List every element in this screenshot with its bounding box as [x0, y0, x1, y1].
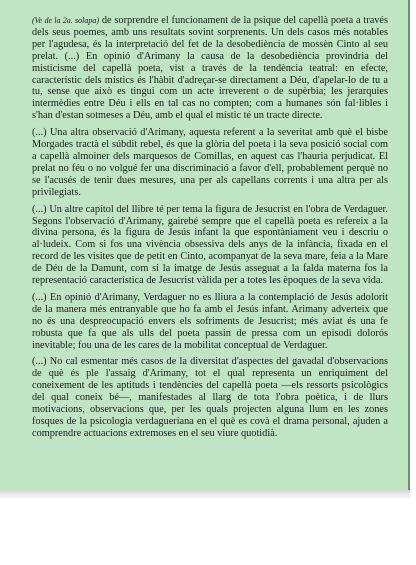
paragraph-5: (...) No cal esmentar més casos de la diversitat d'aspectes del gavadal d'observacions de què és ple l'assaig d'Arimany, tot el qual representa un enriquiment del coneixement de les aptituds i tendències del capellà poeta —els ressorts psicològics del qual coneix bé—, manifestades al llarg de tota l'obra poètica, i de llurs motivacions, observacions que, per les quals projecten alguna llum en les zones fosques de la psicologia verdagueriana en el què es covà el drama personal, ajuden a comprendre actuacions extremoses en el seu viure quotidià.: [32, 356, 388, 439]
paragraph-4: (...) En opinió d'Arimany, Verdaguer no es lliura a la contemplació de Jesús adolorit de la manera més entranyable que ho fa amb el Jesús infant. Arimany adverteix que no és una despreocupació envers els sofriments de Jesucrist; més aviat és una fe robusta que fa que als ulls del poeta passin de pressa com un episodi dolorós inevitable; fou una de les cares de la mobilitat conceptual de Verdaguer.: [32, 291, 388, 351]
paragraph-3: (...) Un altre capítol del llibre té per tema la figura de Jesucrist en l'obra de Verdaguer. Segons l'observació d'Arimany, gairebé sempre que el capellà poeta es refereix a la divina persona, és la figura de Jesús infant la que espontàniament veu i descriu o al·ludeix. Com si fos una vivència obsessiva dels anys de la infància, fixada en el record de les visites que de petit en Cinto, acompanyat de la seva mare, feia a la Mare de Déu de la Damunt, com si la imatge de Jesús asseguat a la falda materna fos la representació característica de Jesucrist vàlida per a totes les èpoques de la seva vida.: [32, 203, 388, 287]
continuation-caption: (Ve de la 2a. solapa): [32, 16, 100, 25]
page-edge-shadow: [0, 490, 410, 500]
paragraph-1-text: de sorprendre el funcionament de la psique del capellà poeta a través dels seus poemes, amb uns resultats sovint sorprenents. Un dels casos més notables per l'agudesa, és la interpretació del fet de la desobediència de mossèn Cinto al seu prelat. (...) En opinió d'Arimany la causa de la desobediència provindria del misticisme del capellà poeta, vist a través de la tendència teatral: en efecte, característic dels místics és l'hàbit d'adreçar-se directament a Déu, d'apelar-lo de tu a tu, sense que això es tingui com un acte irreverent o de supèrbia; les jerarquies intermèdies entre Déu i ells en tal cas no compten; com a humanes són fal·libles i s'han d'estan sotmeses a Déu, amb el qual el místic té un tracte directe.: [32, 15, 388, 122]
flap-text: [32, 15, 388, 445]
paragraph-2: (...) Una altra observació d'Arimany, aquesta referent a la severitat amb què el bisbe Morgades tractà el súbdit rebel, és que la glòria del poeta i la seva posició social com a capellà almoiner dels marquesos de Comillas, en aquest cas l'hauria perjudicat. El prelat no féu o no volgué fer una discriminació a favor d'ell, probablement perquè no se l'acusés de tenir dues mesures, una per als capellans corrents i una altra per als privilegiats.: [32, 127, 388, 198]
paragraph-1: [32, 15, 388, 122]
